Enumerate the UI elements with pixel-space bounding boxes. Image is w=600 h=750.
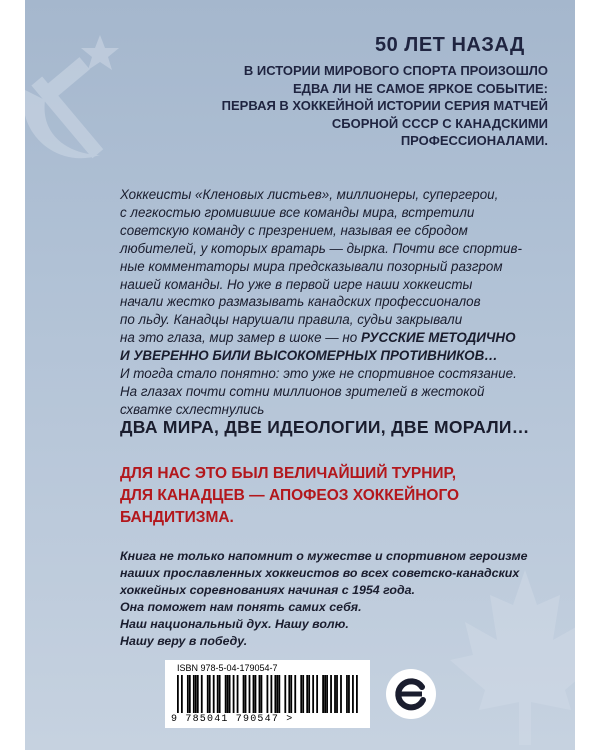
barcode-bar [302,675,304,713]
barcode-bar [213,675,215,713]
barcode-bar [308,675,310,713]
main-paragraph [120,186,540,419]
slogan: ДВА МИРА, ДВЕ ИДЕОЛОГИИ, ДВЕ МОРАЛИ… [120,417,530,437]
barcode-bar [334,675,336,713]
summary-line: Она поможет нам понять самих себя. [120,600,362,614]
barcode-bar [177,675,179,713]
summary-line: Нашу веру в победу. [120,634,248,648]
isbn-label: ISBN 978-5-04-179054-7 [177,663,278,673]
red-callout-line: БАНДИТИЗМА. [120,509,234,526]
body-line-text: И тогда стало понятно: это уже не спортивное состязание. [120,366,517,382]
barcode-bar [217,675,219,713]
summary-line: хоккейных соревнованиях начиная с 1954 года. [120,583,415,597]
intro-line: ПРОФЕССИОНАЛАМИ. [400,133,548,148]
summary-line: наших прославленных хоккеистов во всех советско-канадских [120,566,520,580]
intro-line: ПЕРВАЯ В ХОККЕЙНОЙ ИСТОРИИ СЕРИЯ МАТЧЕЙ [221,98,548,113]
body-line-text: по льду. Канадцы нарушали правила, судьи закрывали [120,312,463,328]
barcode-bars [177,675,358,713]
barcode-bar [227,675,229,713]
intro-line: ЕДВА ЛИ НЕ САМОЕ ЯРКОЕ СОБЫТИЕ: [293,80,548,96]
barcode-bar [348,675,350,713]
barcode-bar [324,675,326,713]
body-line-text: советскую команду с презрением, называя ее сбродом [120,222,468,238]
body-line-text: схватке схлестнулись [120,401,265,417]
barcode-bar [209,675,211,713]
barcode-bar [322,675,324,713]
summary-line: Книга не только напомнит о мужестве и спортивном героизме [120,549,528,563]
barcode-bar [207,675,209,713]
body-line [120,240,540,258]
body-line-text: начали жестко размазывать канадских профессионалов [120,294,481,310]
barcode-bar [330,675,332,713]
barcode-bar [316,675,318,713]
barcode-bar [253,675,255,713]
barcode-digits: 9 785041 790547 > [171,714,294,725]
barcode-bar [201,675,203,713]
book-back-cover [25,0,575,750]
barcode-bar [229,675,231,713]
barcode-bar [274,675,276,713]
barcode-bar [356,675,358,713]
barcode-bar [189,675,191,713]
barcode-bar [340,675,342,713]
barcode-bar [197,675,199,713]
barcode-bar [233,675,235,713]
body-line-text: ные комментаторы мира предсказывали позорный разгром [120,258,503,274]
body-emphasis: РУССКИЕ МЕТОДИЧНО [360,330,516,346]
barcode-bar [352,675,354,713]
barcode-bar [193,675,195,713]
body-line [120,365,540,383]
body-line-text: На глазах почти сотни миллионов зрителей в жестокой [120,383,485,399]
summary-paragraph [120,548,545,650]
barcode-bar [181,675,183,713]
body-line [120,276,540,294]
body-line [120,383,540,401]
intro-line: СБОРНОЙ СССР С КАНАДСКИМИ [331,115,548,131]
barcode-bar [284,675,286,713]
barcode-bar [187,675,189,713]
barcode-bar [195,675,197,713]
barcode-bar [288,675,290,713]
barcode-bar [243,675,245,713]
body-line [120,204,540,222]
barcode-bar [326,675,328,713]
barcode-bar [249,675,251,713]
barcode-bar [290,675,292,713]
publisher-logo-icon [385,668,437,720]
barcode-bar [312,675,314,713]
barcode-bar [278,675,280,713]
body-line-text: нашей команды. Но уже в первой игре наши хоккеисты [120,276,473,292]
body-emphasis-line: И УВЕРЕННО БИЛИ ВЫСОКОМЕРНЫХ ПРОТИВНИКОВ… [120,348,498,364]
intro-paragraph [185,62,548,150]
barcode-bar [219,675,221,713]
red-callout [120,463,459,529]
page-title: 50 ЛЕТ НАЗАД [375,34,525,56]
barcode-bar [255,675,257,713]
body-line [120,186,540,204]
red-callout-line: ДЛЯ НАС ЭТО БЫЛ ВЕЛИЧАЙШИЙ ТУРНИР, [120,465,457,482]
barcode-bar [267,675,269,713]
barcode-bar [225,675,227,713]
intro-line: В ИСТОРИИ МИРОВОГО СПОРТА ПРОИЗОШЛО [243,63,548,78]
body-line [120,311,540,329]
barcode-bar [261,675,263,713]
barcode-bar [300,675,302,713]
barcode-bar [270,675,272,713]
barcode-bar [245,675,247,713]
body-line-text: с легкостью громившие все команды мира, встретили [120,204,475,220]
body-line [120,258,540,276]
hammer-sickle-icon [25,30,145,180]
barcode [165,660,370,728]
barcode-bar [346,675,348,713]
body-line-text: на это глаза, мир замер в шоке — но [120,330,358,346]
barcode-bar [306,675,308,713]
summary-line: Наш национальный дух. Нашу волю. [120,617,349,631]
barcode-bar [336,675,338,713]
body-line [120,293,540,311]
barcode-bar [294,675,296,713]
body-line-text: любителей, у которых вратарь — дырка. Почти все спортив- [120,240,522,256]
red-callout-line: ДЛЯ КАНАДЦЕВ — АПОФЕОЗ ХОККЕЙНОГО [120,487,460,504]
body-line [120,329,540,347]
barcode-bar [276,675,278,713]
body-line-text: Хоккеисты «Кленовых листьев», миллионеры, супергерои, [120,187,499,202]
barcode-bar [237,675,239,713]
barcode-bar [259,675,261,713]
body-line [120,222,540,240]
